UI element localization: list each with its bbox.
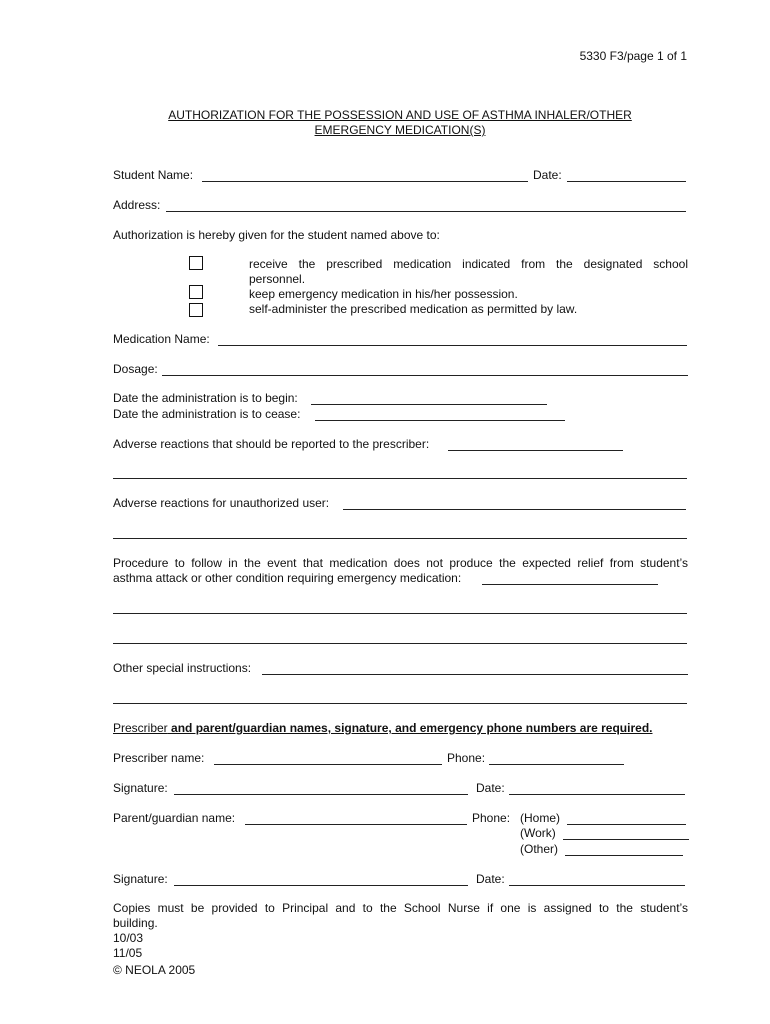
guardian-work-label: (Work) <box>520 826 556 840</box>
prescriber-date-field[interactable] <box>509 794 685 795</box>
guardian-date-label: Date: <box>476 872 505 886</box>
guardian-home-phone-field[interactable] <box>567 824 686 825</box>
guardian-name-field[interactable] <box>245 824 467 825</box>
revision-date-1: 10/03 <box>113 931 144 945</box>
copies-note-cont: building. <box>113 916 158 930</box>
address-field[interactable] <box>166 211 686 212</box>
required-note-rest: and parent/guardian names, signature, and emergency phone numbers are required. <box>167 721 653 735</box>
authorization-intro: Authorization is hereby given for the student named above to: <box>113 228 440 242</box>
option-keep-checkbox[interactable] <box>189 285 203 299</box>
option-self-administer-checkbox[interactable] <box>189 303 203 317</box>
other-instructions-field-cont[interactable] <box>113 703 687 704</box>
prescriber-name-field[interactable] <box>214 764 442 765</box>
guardian-name-label: Parent/guardian name: <box>113 811 236 825</box>
option-receive-checkbox[interactable] <box>189 256 203 270</box>
prescriber-phone-field[interactable] <box>489 764 624 765</box>
prescriber-signature-field[interactable] <box>174 794 468 795</box>
date-begin-field[interactable] <box>311 404 547 405</box>
other-instructions-label: Other special instructions: <box>113 661 252 675</box>
prescriber-phone-label: Phone: <box>447 751 486 765</box>
procedure-field[interactable] <box>482 584 658 585</box>
date-cease-field[interactable] <box>315 420 565 421</box>
guardian-date-field[interactable] <box>509 885 685 886</box>
medication-name-field[interactable] <box>218 345 687 346</box>
prescriber-name-label: Prescriber name: <box>113 751 205 765</box>
form-title-line-2: EMERGENCY MEDICATION(S) <box>314 123 486 137</box>
guardian-phone-label: Phone: <box>472 811 511 825</box>
adverse-unauthorized-field-cont[interactable] <box>113 538 687 539</box>
adverse-unauthorized-label: Adverse reactions for unauthorized user: <box>113 496 330 510</box>
guardian-other-label: (Other) <box>520 842 559 856</box>
procedure-label-cont: asthma attack or other condition requiring emergency medication: <box>113 571 462 585</box>
revision-date-2: 11/05 <box>113 946 143 960</box>
procedure-label: Procedure to follow in the event that medication does not produce the expected relief from student’s <box>113 556 688 570</box>
copies-note: Copies must be provided to Principal and to the School Nurse if one is assigned to the student’s <box>113 901 688 915</box>
prescriber-date-label: Date: <box>476 781 505 795</box>
option-self-administer-text: self-administer the prescribed medication as permitted by law. <box>249 302 578 316</box>
adverse-prescriber-field-cont[interactable] <box>113 478 687 479</box>
guardian-work-phone-field[interactable] <box>563 839 689 840</box>
guardian-signature-label: Signature: <box>113 872 168 886</box>
adverse-prescriber-field[interactable] <box>448 450 623 451</box>
guardian-other-phone-field[interactable] <box>565 855 683 856</box>
option-receive-text: receive the prescribed medication indicated from the designated school <box>249 257 688 271</box>
dosage-field[interactable] <box>162 375 688 376</box>
prescriber-signature-label: Signature: <box>113 781 168 795</box>
date-label: Date: <box>533 168 562 182</box>
copyright: © NEOLA 2005 <box>113 963 196 977</box>
required-note-prefix: Prescriber <box>113 721 168 735</box>
date-cease-label: Date the administration is to cease: <box>113 407 301 421</box>
guardian-signature-field[interactable] <box>174 885 468 886</box>
form-title <box>0 108 770 138</box>
medication-name-label: Medication Name: <box>113 332 210 346</box>
procedure-field-line-3[interactable] <box>113 643 687 644</box>
adverse-prescriber-label: Adverse reactions that should be reported to the prescriber: <box>113 437 430 451</box>
form-reference: 5330 F3/page 1 of 1 <box>579 49 687 63</box>
form-title-line-1: AUTHORIZATION FOR THE POSSESSION AND USE OF ASTHMA INHALER/OTHER <box>168 108 632 122</box>
other-instructions-field[interactable] <box>262 674 688 675</box>
guardian-home-label: (Home) <box>520 811 561 825</box>
required-note <box>113 721 652 735</box>
procedure-field-line-2[interactable] <box>113 613 687 614</box>
student-name-field[interactable] <box>202 181 528 182</box>
adverse-unauthorized-field[interactable] <box>343 509 686 510</box>
option-receive-text-cont: personnel. <box>249 272 306 286</box>
date-field[interactable] <box>567 181 686 182</box>
dosage-label: Dosage: <box>113 362 158 376</box>
address-label: Address: <box>113 198 161 212</box>
date-begin-label: Date the administration is to begin: <box>113 391 298 405</box>
student-name-label: Student Name: <box>113 168 194 182</box>
option-keep-text: keep emergency medication in his/her possession. <box>249 287 518 301</box>
